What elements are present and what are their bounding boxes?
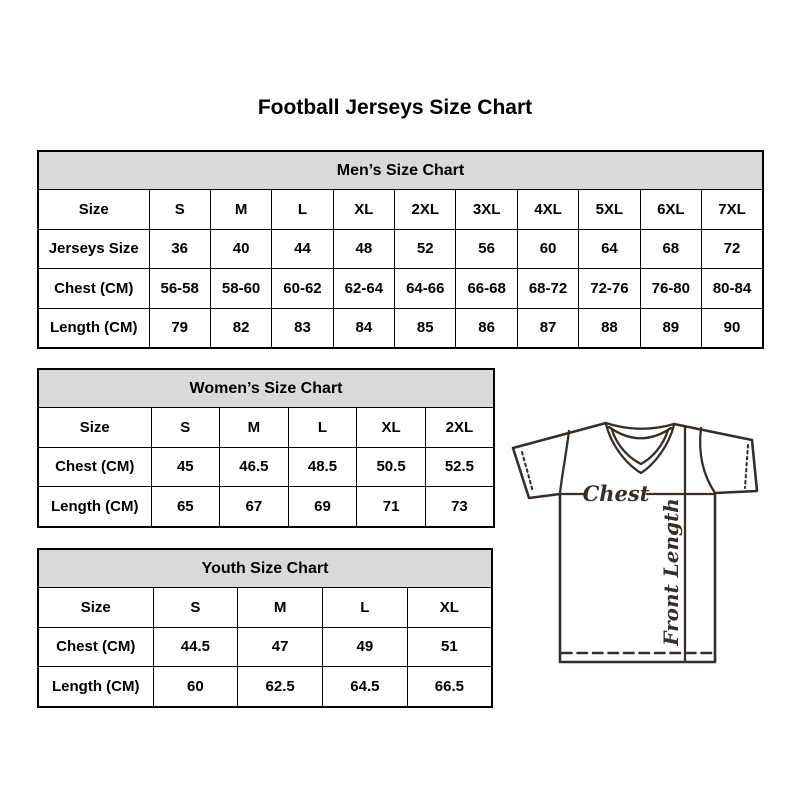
collar-top-line <box>606 423 674 429</box>
size-value-cell: 7XL <box>702 190 763 230</box>
table-row <box>38 667 492 707</box>
size-value-cell: 68-72 <box>517 269 578 309</box>
table-title: Women’s Size Chart <box>38 369 494 408</box>
row-label: Length (CM) <box>38 667 153 707</box>
size-value-cell: 68 <box>640 229 701 269</box>
size-value-cell: 83 <box>272 308 333 348</box>
size-value-cell: XL <box>407 588 492 628</box>
table-row <box>38 487 494 527</box>
size-value-cell: 60-62 <box>272 269 333 309</box>
table-row <box>38 588 492 628</box>
row-label: Chest (CM) <box>38 269 149 309</box>
size-value-cell: 6XL <box>640 190 701 230</box>
size-value-cell: 60 <box>517 229 578 269</box>
size-value-cell: 85 <box>395 308 456 348</box>
size-value-cell: 60 <box>153 667 238 707</box>
size-value-cell: 80-84 <box>702 269 763 309</box>
size-value-cell: 56 <box>456 229 517 269</box>
size-value-cell: 47 <box>238 627 323 667</box>
left-cuff-stitch-line <box>522 452 533 492</box>
size-value-cell: S <box>153 588 238 628</box>
size-value-cell: L <box>272 190 333 230</box>
size-value-cell: 58-60 <box>210 269 271 309</box>
size-value-cell: 82 <box>210 308 271 348</box>
table-row <box>38 269 763 309</box>
row-label: Chest (CM) <box>38 447 151 487</box>
size-value-cell: 36 <box>149 229 210 269</box>
size-value-cell: 88 <box>579 308 640 348</box>
size-value-cell: 87 <box>517 308 578 348</box>
size-value-cell: 65 <box>151 487 220 527</box>
size-value-cell: 5XL <box>579 190 640 230</box>
womens-size-table <box>37 368 495 528</box>
size-value-cell: S <box>151 408 220 448</box>
row-label: Size <box>38 408 151 448</box>
size-value-cell: 76-80 <box>640 269 701 309</box>
size-value-cell: 48 <box>333 229 394 269</box>
size-value-cell: 64 <box>579 229 640 269</box>
size-value-cell: L <box>288 408 357 448</box>
size-value-cell: 48.5 <box>288 447 357 487</box>
table-row <box>38 408 494 448</box>
table-row <box>38 627 492 667</box>
size-value-cell: M <box>238 588 323 628</box>
chest-label: Chest <box>582 481 650 506</box>
size-value-cell: 69 <box>288 487 357 527</box>
size-value-cell: 90 <box>702 308 763 348</box>
jersey-outline-path <box>513 423 757 662</box>
row-label: Length (CM) <box>38 487 151 527</box>
left-sleeve-seam <box>560 431 569 493</box>
size-value-cell: 49 <box>323 627 408 667</box>
mens-size-table <box>37 150 764 349</box>
size-value-cell: 50.5 <box>357 447 426 487</box>
page-title: Football Jerseys Size Chart <box>257 96 533 119</box>
size-value-cell: 2XL <box>425 408 494 448</box>
row-label: Chest (CM) <box>38 627 153 667</box>
size-value-cell: 52 <box>395 229 456 269</box>
size-value-cell: 45 <box>151 447 220 487</box>
size-value-cell: 72 <box>702 229 763 269</box>
size-value-cell: 2XL <box>395 190 456 230</box>
row-label: Size <box>38 190 149 230</box>
size-value-cell: 3XL <box>456 190 517 230</box>
table-title: Youth Size Chart <box>38 549 492 588</box>
size-value-cell: XL <box>333 190 394 230</box>
size-value-cell: 56-58 <box>149 269 210 309</box>
size-value-cell: 44.5 <box>153 627 238 667</box>
size-value-cell: 84 <box>333 308 394 348</box>
size-value-cell: M <box>220 408 289 448</box>
table-title: Men’s Size Chart <box>38 151 763 190</box>
right-cuff-stitch-line <box>745 445 748 488</box>
size-value-cell: L <box>323 588 408 628</box>
size-value-cell: 67 <box>220 487 289 527</box>
size-value-cell: 66.5 <box>407 667 492 707</box>
size-value-cell: 46.5 <box>220 447 289 487</box>
row-label: Length (CM) <box>38 308 149 348</box>
size-value-cell: 4XL <box>517 190 578 230</box>
size-value-cell: 64.5 <box>323 667 408 707</box>
front-length-label: Front Length <box>659 498 683 646</box>
size-value-cell: 52.5 <box>425 447 494 487</box>
size-value-cell: 86 <box>456 308 517 348</box>
table-row <box>38 229 763 269</box>
size-value-cell: XL <box>357 408 426 448</box>
size-value-cell: 72-76 <box>579 269 640 309</box>
row-label: Jerseys Size <box>38 229 149 269</box>
size-value-cell: 51 <box>407 627 492 667</box>
table-row <box>38 308 763 348</box>
row-label: Size <box>38 588 153 628</box>
size-value-cell: 79 <box>149 308 210 348</box>
right-sleeve-seam <box>700 428 715 493</box>
size-value-cell: 71 <box>357 487 426 527</box>
size-value-cell: 66-68 <box>456 269 517 309</box>
size-value-cell: M <box>210 190 271 230</box>
size-value-cell: 40 <box>210 229 271 269</box>
size-value-cell: 89 <box>640 308 701 348</box>
table-row <box>38 190 763 230</box>
youth-size-table <box>37 548 493 708</box>
jersey-measurement-diagram <box>505 403 770 678</box>
size-value-cell: 44 <box>272 229 333 269</box>
size-value-cell: 62.5 <box>238 667 323 707</box>
size-value-cell: 73 <box>425 487 494 527</box>
size-value-cell: 64-66 <box>395 269 456 309</box>
size-value-cell: S <box>149 190 210 230</box>
table-row <box>38 447 494 487</box>
size-value-cell: 62-64 <box>333 269 394 309</box>
